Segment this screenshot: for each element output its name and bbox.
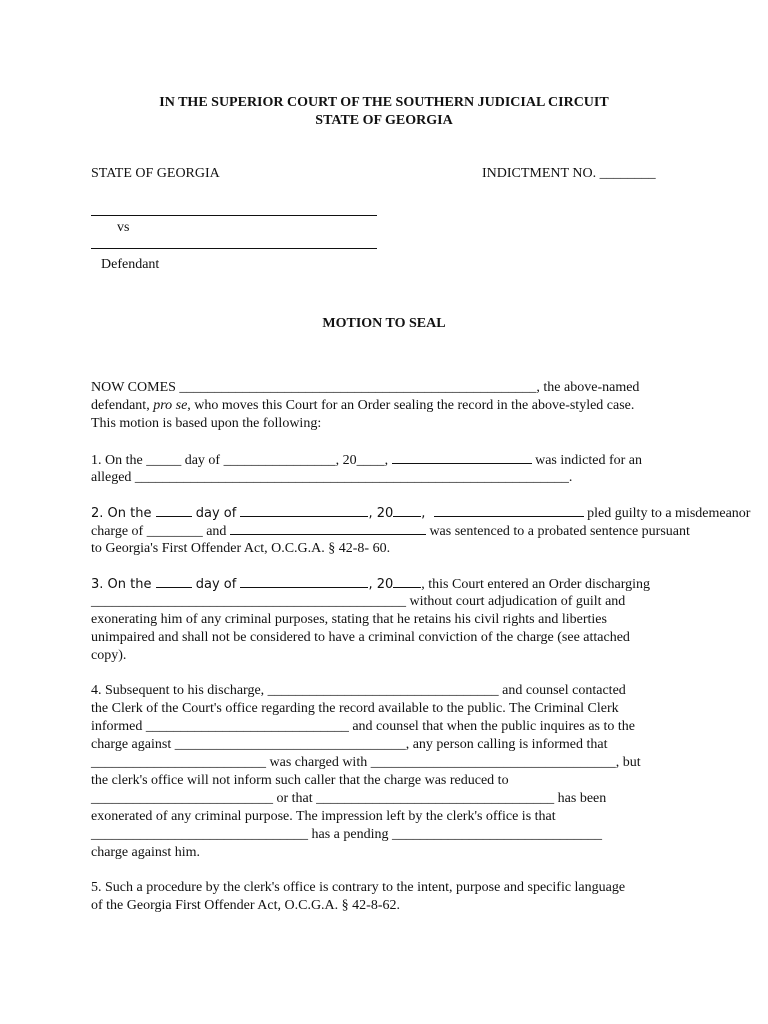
p2-name-blank <box>434 504 584 517</box>
intro-line-3: This motion is based upon the following: <box>91 416 322 431</box>
p3-year-blank <box>393 575 421 588</box>
p3-text-a: 3. On the <box>91 577 156 592</box>
p4-line-9: _______________________________ has a pending ______________________________ <box>91 827 602 842</box>
p3-line-3: exonerating him of any criminal purposes, stating that he retains his civil rights and liberties <box>91 612 607 627</box>
p2-text-f: charge of ________ and <box>91 524 230 539</box>
court-heading: IN THE SUPERIOR COURT OF THE SOUTHERN JUDICIAL CIRCUIT <box>159 95 609 110</box>
p3-line-1 <box>91 575 650 593</box>
p4-line-4: charge against _________________________________, any person calling is informed that <box>91 737 608 752</box>
p4-line-5: _________________________ was charged with ___________________________________, but <box>91 755 641 770</box>
p1-name-blank <box>392 451 532 464</box>
p2-line-3: to Georgia's First Offender Act, O.C.G.A. § 42-8- 60. <box>91 541 391 556</box>
p3-text-d: , this Court entered an Order discharging <box>421 577 651 592</box>
motion-title: MOTION TO SEAL <box>322 316 446 331</box>
p4-line-7: __________________________ or that __________________________________ has been <box>91 791 607 806</box>
p4-line-8: exonerated of any criminal purpose. The impression left by the clerk's office is that <box>91 809 556 824</box>
p2-day-blank <box>156 504 192 517</box>
intro-line-2 <box>91 397 634 414</box>
p1-text-a: 1. On the _____ day of ________________, 20____, <box>91 453 392 468</box>
p2-line-1 <box>91 504 750 522</box>
p4-line-3: informed _____________________________ and counsel that when the public inquires as to the <box>91 719 635 734</box>
state-heading: STATE OF GEORGIA <box>315 113 453 128</box>
p1-line-2: alleged ______________________________________________________________. <box>91 470 573 485</box>
p2-year-blank <box>393 504 421 517</box>
p1-line-1 <box>91 451 642 469</box>
p5-line-2: of the Georgia First Offender Act, O.C.G.A. § 42-8-62. <box>91 898 400 913</box>
p3-line-4: unimpaired and shall not be considered to have a criminal conviction of the charge (see attached <box>91 630 630 645</box>
p2-line-2 <box>91 522 690 540</box>
intro-line-1: NOW COMES ___________________________________________________, the above-named <box>91 380 640 395</box>
defendant-label: Defendant <box>101 257 160 272</box>
p4-line-10: charge against him. <box>91 845 200 860</box>
p3-text-c: , 20 <box>368 577 394 592</box>
intro-text-a: defendant, <box>91 398 154 413</box>
p2-text-b: day of <box>191 506 241 521</box>
p3-text-b: day of <box>191 577 241 592</box>
p2-text-c: , 20 <box>368 506 394 521</box>
p4-line-1: 4. Subsequent to his discharge, _________________________________ and counsel contacted <box>91 683 626 698</box>
p3-line-2: _____________________________________________ without court adjudication of guilt and <box>91 594 626 609</box>
plaintiff-name: STATE OF GEORGIA <box>91 166 220 181</box>
p4-line-6: the clerk's office will not inform such caller that the charge was reduced to <box>91 773 509 788</box>
defendant-name-line <box>91 215 377 216</box>
p5-line-1: 5. Such a procedure by the clerk's office is contrary to the intent, purpose and specific language <box>91 880 626 895</box>
versus-label: vs <box>117 220 130 235</box>
p2-text-a: 2. On the <box>91 506 156 521</box>
intro-text-c: , who moves this Court for an Order sealing the record in the above-styled case. <box>187 398 635 413</box>
p3-day-blank <box>156 575 192 588</box>
p3-month-blank <box>240 575 368 588</box>
p2-sentence-blank <box>230 522 426 535</box>
pro-se-text: pro se <box>153 398 188 413</box>
p3-line-5: copy). <box>91 648 127 663</box>
p2-month-blank <box>240 504 368 517</box>
p2-text-g: was sentenced to a probated sentence pursuant <box>425 524 690 539</box>
p1-text-b: was indicted for an <box>531 453 643 468</box>
p2-text-d: , <box>421 506 434 521</box>
defendant-signature-line <box>91 248 377 249</box>
p4-line-2: the Clerk of the Court's office regarding the record available to the public. The Criminal Clerk <box>91 701 619 716</box>
p2-text-e: pled guilty to a misdemeanor <box>583 506 751 521</box>
indictment-number: INDICTMENT NO. ________ <box>482 166 656 181</box>
